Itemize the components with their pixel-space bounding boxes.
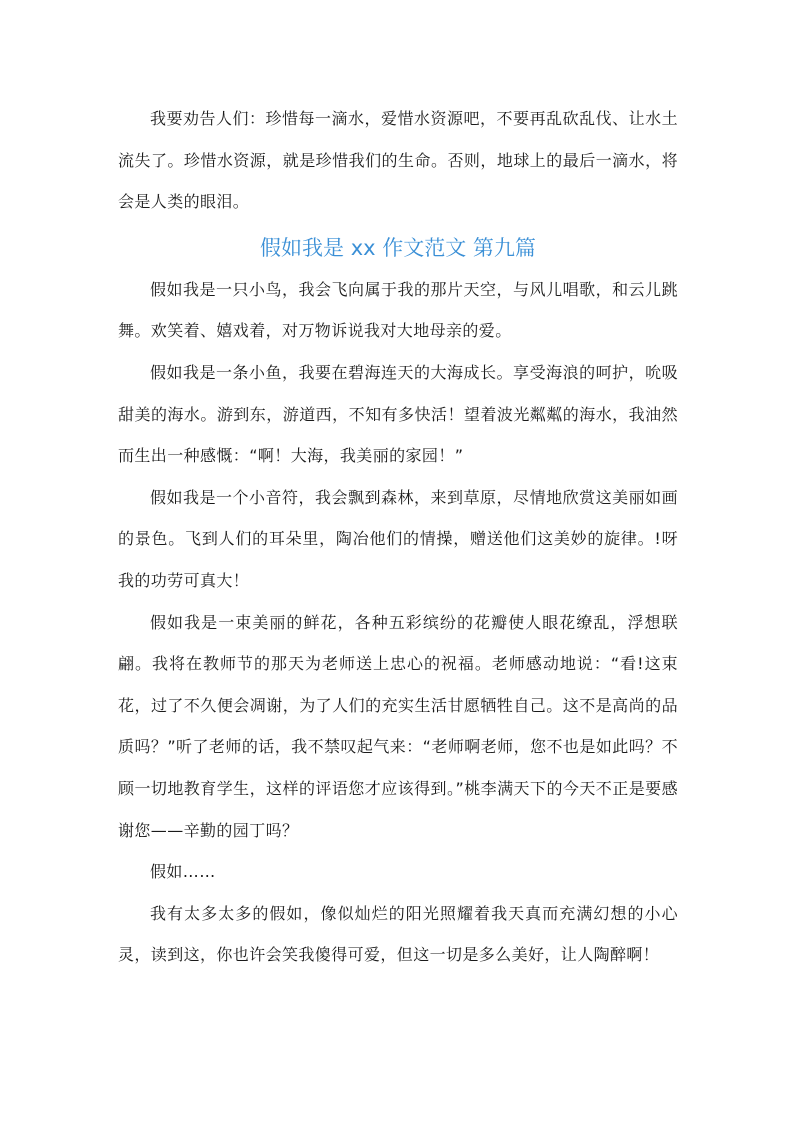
paragraph-ellipsis: 假如…… — [150, 862, 216, 882]
paragraph-intro: 我要劝告人们：珍惜每一滴水，爱惜水资源吧，不要再乱砍乱伐、让水土流失了。珍惜水资源，就是珍惜我们的生命。否则，地球上的最后一滴水，将会是人类的眼泪。 — [118, 109, 678, 212]
paragraph-fish: 假如我是一条小鱼，我要在碧海连天的大海成长。享受海浪的呵护，吮吸甜美的海水。游到东，游道西，不知有多快活！望着波光粼粼的海水，我油然而生出一种感慨：“啊！大海，我美丽的家园！” — [118, 362, 678, 466]
section-heading: 假如我是 xx 作文范文 第九篇 — [260, 235, 536, 260]
paragraph-conclusion: 我有太多太多的假如，像似灿烂的阳光照耀着我天真而充满幻想的小心灵，读到这，你也许会笑我傻得可爱，但这一切是多么美好，让人陶醉啊！ — [118, 903, 678, 965]
paragraph-flower: 假如我是一束美丽的鲜花，各种五彩缤纷的花瓣使人眼花缭乱，浮想联翩。我将在教师节的那天为老师送上忠心的祝福。老师感动地说：“看!这束花，过了不久便会凋谢，为了人们的充实生活甘愿牺牲自己。这不是高尚的品质吗？”听了老师的话，我不禁叹起气来：“老师啊老师，您不也是如此吗？不顾一切地教育学生，这样的评语您才应该得到。”桃李满天下的今天不正是要感谢您——辛勤的园丁吗？ — [118, 612, 678, 840]
document-page — [118, 98, 678, 976]
paragraph-bird: 假如我是一只小鸟，我会飞向属于我的那片天空，与风儿唱歌，和云儿跳舞。欢笑着、嬉戏着，对万物诉说我对大地母亲的爱。 — [118, 279, 678, 341]
paragraph-note: 假如我是一个小音符，我会飘到森林，来到草原，尽情地欣赏这美丽如画的景色。飞到人们的耳朵里，陶冶他们的情操，赠送他们这美妙的旋律。!呀我的功劳可真大！ — [118, 487, 678, 590]
